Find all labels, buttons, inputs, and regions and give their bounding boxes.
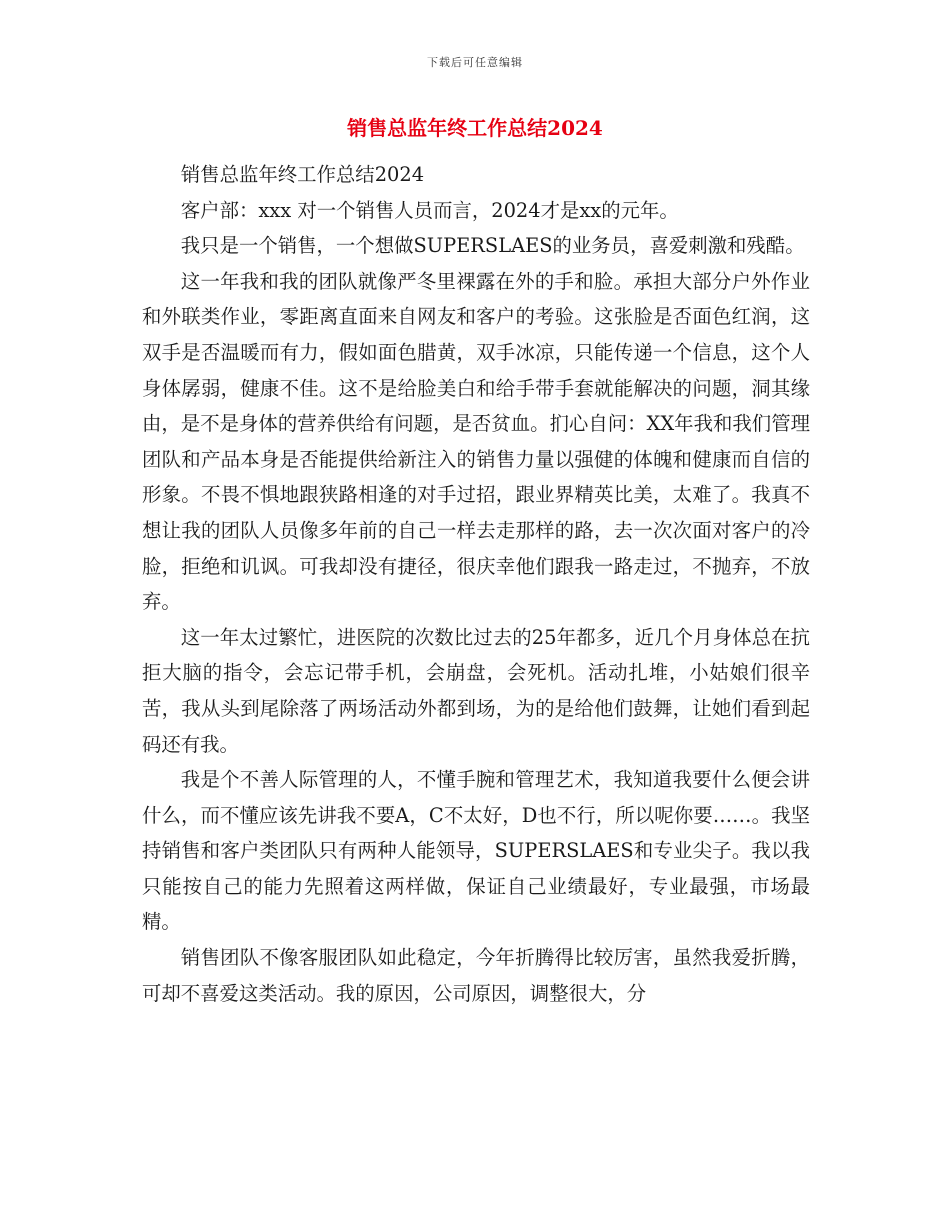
document-body	[142, 157, 810, 1011]
paragraph: 销售团队不像客服团队如此稳定，今年折腾得比较厉害，虽然我爱折腾，可却不喜爱这类活动。我的原因，公司原因，调整很大，分	[142, 946, 810, 1005]
header-note: 下载后可任意编辑	[427, 56, 523, 69]
paragraph: 销售总监年终工作总结2024	[180, 163, 425, 186]
paragraph: 客户部：xxx 对一个销售人员而言，2024才是xx的元年。	[180, 198, 679, 222]
paragraph: 这一年太过繁忙，进医院的次数比过去的25年都多，近几个月身体总在抗拒大脑的指令，会忘记带手机，会崩盘，会死机。活动扎堆，小姑娘们很辛苦，我从头到尾除落了两场活动外都到场，为的是给他们鼓舞，让她们看到起码还有我。	[142, 625, 810, 756]
paragraph: 我只是一个销售，一个想做SUPERSLAES的业务员，喜爱刺激和残酷。	[180, 234, 805, 258]
paragraph: 这一年我和我的团队就像严冬里裸露在外的手和脸。承担大部分户外作业和外联类作业，零距离直面来自网友和客户的考验。这张脸是否面色红润，这双手是否温暖而有力，假如面色腊黄，双手冰凉，只能传递一个信息，这个人身体孱弱，健康不佳。这不是给脸美白和给手带手套就能解决的问题，洞其缘由，是不是身体的营养供给有问题，是否贫血。扪心自问：XX年我和我们管理团队和产品本身是否能提供给新注入的销售力量以强健的体魄和健康而自信的形象。不畏不惧地跟狭路相逢的对手过招，跟业界精英比美，太难了。我真不想让我的团队人员像多年前的自己一样去走那样的路，去一次次面对客户的冷脸，拒绝和讥讽。可我却没有捷径，很庆幸他们跟我一路走过，不抛弃，不放弃。	[142, 269, 810, 614]
document-title: 销售总监年终工作总结2024	[347, 116, 603, 140]
paragraph: 我是个不善人际管理的人，不懂手腕和管理艺术，我知道我要什么便会讲什么，而不懂应该先讲我不要A，C不太好，D也不行，所以呢你要……。我坚持销售和客户类团队只有两种人能领导，SUPERSLAES和专业尖子。我以我只能按自己的能力先照着这两样做，保证自己业绩最好，专业最强，市场最精。	[142, 768, 810, 934]
